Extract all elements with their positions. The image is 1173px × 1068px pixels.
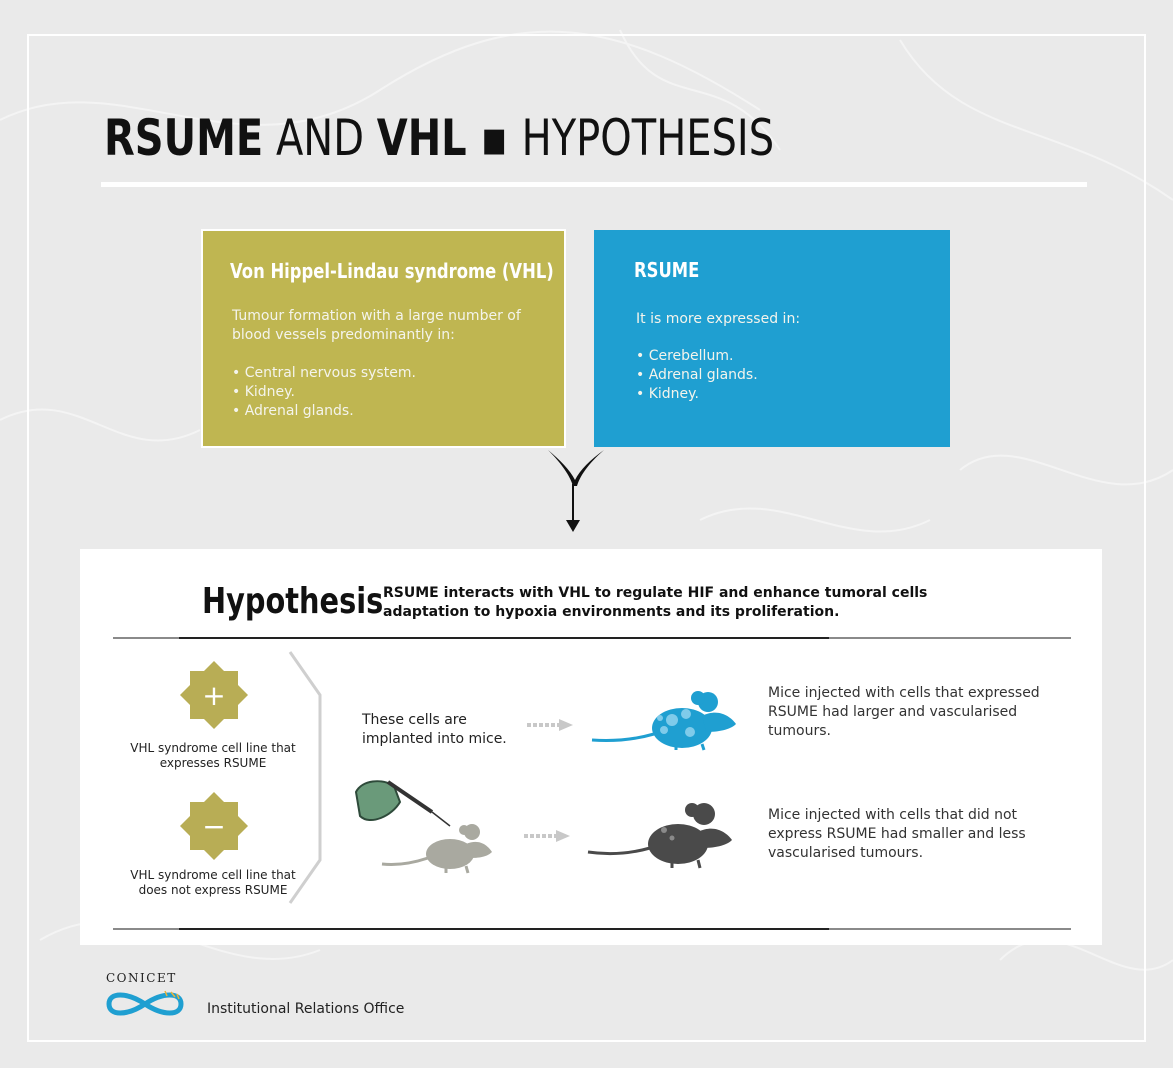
title-rsume: RSUME [104,109,264,167]
list-item: • Kidney. [232,383,416,402]
list-item: • Central nervous system. [232,364,416,383]
list-item: • Adrenal glands. [636,366,758,385]
vhl-box-intro: Tumour formation with a large number of blood vessels predominantly in: [232,308,521,343]
plus-symbol: + [202,679,226,712]
minus-badge-icon [180,792,248,860]
list-item: • Cerebellum. [636,347,758,366]
rsume-box-list [636,347,758,404]
list-item: • Kidney. [636,385,758,404]
minus-symbol: − [202,810,226,843]
vhl-box-list [232,364,416,421]
bracket-icon [286,650,326,905]
minus-cell-line-label: VHL syndrome cell line that does not express RSUME [130,868,296,897]
conicet-logo-text: CONICET [106,971,177,985]
divider-bottom [113,928,1071,930]
divider-top [113,637,1071,639]
list-item: • Adrenal glands. [232,402,416,421]
vhl-box-title: Von Hippel-Lindau syndrome (VHL) [230,259,554,283]
title-and: AND [263,109,377,167]
arrow-right-icon [525,718,575,732]
plus-badge-icon [180,661,248,729]
page-title [104,108,774,168]
title-vhl: VHL [376,109,467,167]
rsume-box-title: RSUME [634,258,700,282]
implant-text: These cells are implanted into mice. [362,712,507,747]
negative-outcome-text: Mice injected with cells that did not express RSUME had smaller and less vascularised tumours. [768,807,1026,861]
plus-cell-line-label: VHL syndrome cell line that expresses RSUME [130,741,296,770]
mouse-large-tumours-icon [590,688,742,752]
hypothesis-title: Hypothesis [202,581,384,622]
vhl-box [201,229,566,448]
mouse-small-tumours-icon [586,800,736,870]
footer-office-text: Institutional Relations Office [207,1001,405,1017]
title-hypothesis: HYPOTHESIS [521,109,775,167]
positive-outcome-text: Mice injected with cells that expressed RSUME had larger and vascularised tumours. [768,685,1040,739]
mouse-icon [380,822,495,874]
title-separator: ▪ [466,109,522,167]
hypothesis-statement: RSUME interacts with VHL to regulate HIF and enhance tumoral cells adaptation to hypoxia environments and its proliferation. [383,585,928,620]
rsume-box [594,230,950,447]
arrow-right-icon [522,829,572,843]
conicet-logo-icon [105,989,185,1019]
title-underline [101,182,1087,187]
converge-arrow-icon [540,446,610,536]
rsume-box-intro: It is more expressed in: [636,311,801,327]
